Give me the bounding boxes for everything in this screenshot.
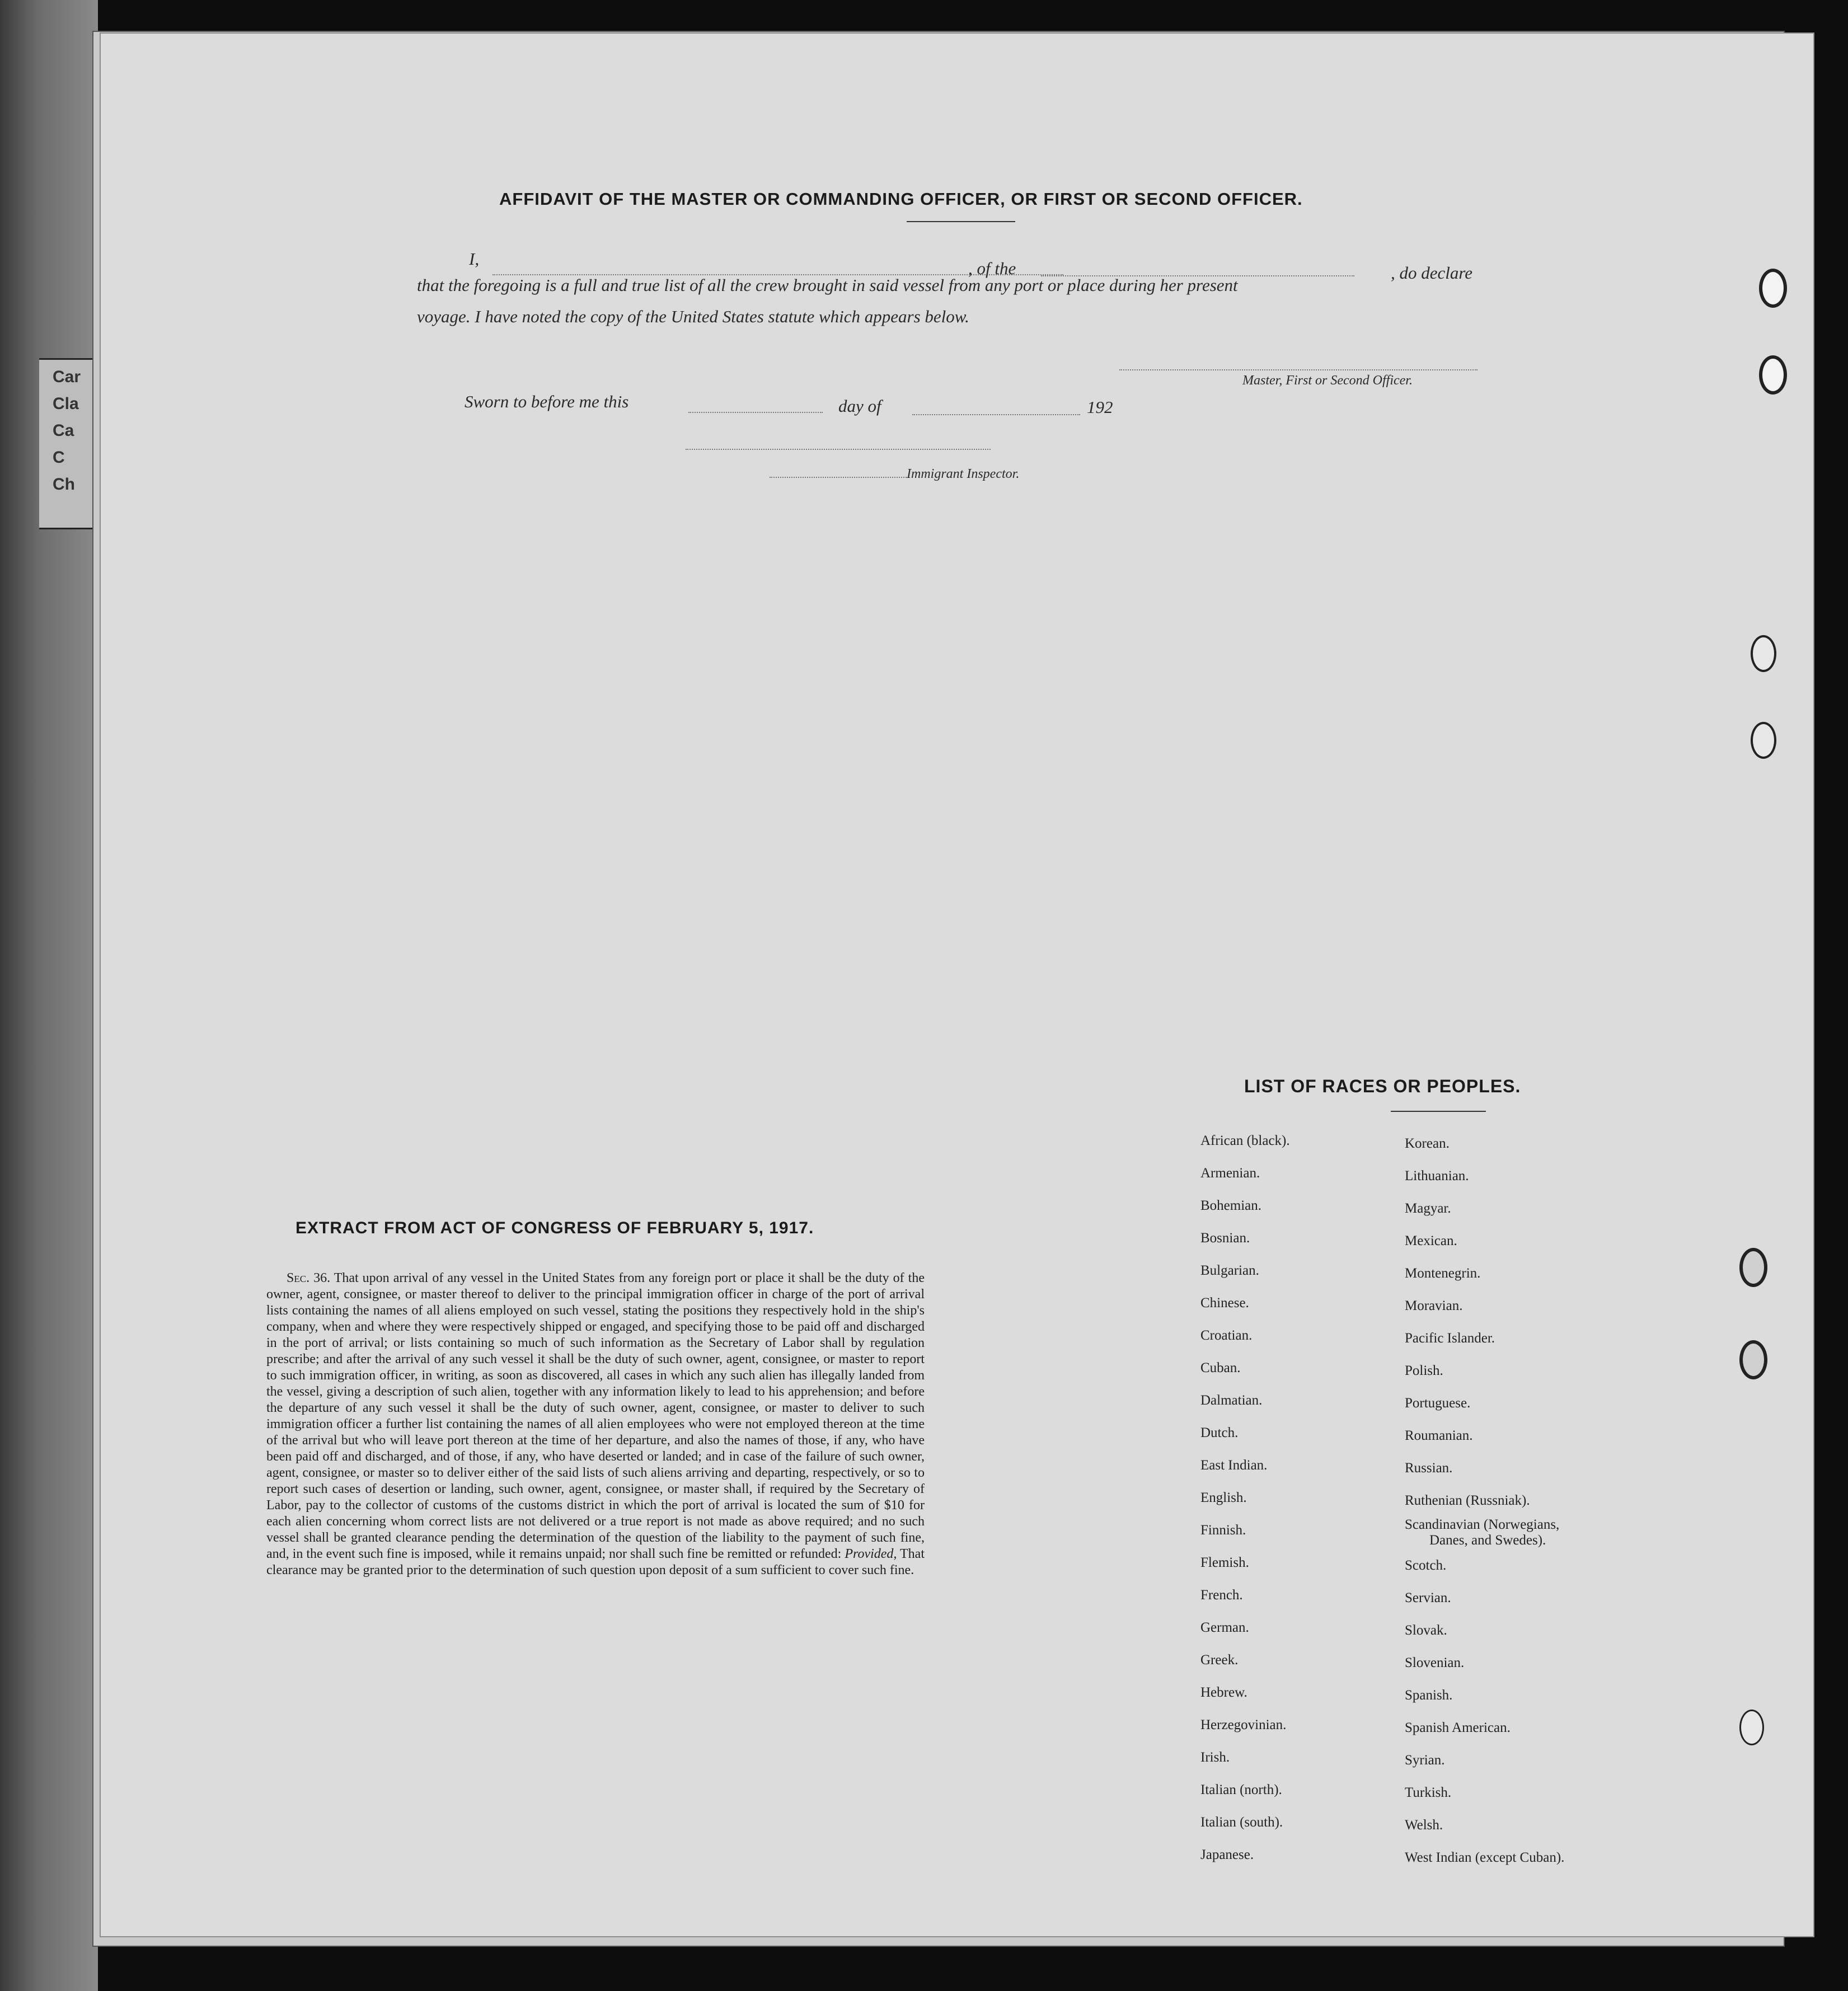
race-item-line: Scandinavian (Norwegians, [1405,1517,1560,1532]
document-page [101,34,1813,1936]
section-label: Sec. 36. [287,1271,331,1285]
extract-title: EXTRACT FROM ACT OF CONGRESS OF FEBRUARY 5, 1917. [296,1219,814,1237]
race-item: Dutch. [1200,1425,1239,1440]
race-item: Finnish. [1200,1523,1246,1538]
side-card-line: Cla [53,395,79,413]
sworn-day-field[interactable] [688,412,823,413]
race-item: Turkish. [1405,1785,1452,1800]
race-item: Greek. [1200,1652,1239,1668]
sworn-month-field[interactable] [912,414,1080,415]
race-item: Slovak. [1405,1623,1447,1638]
affidavit-line-3: voyage. I have noted the copy of the United States statute which appears below. [417,307,969,326]
race-item: Croatian. [1200,1328,1253,1343]
of-the-label: , of the [968,259,1016,278]
inspector-signature-field[interactable] [686,449,991,450]
race-item: West Indian (except Cuban). [1405,1850,1565,1865]
day-of-label: day of [838,396,881,416]
race-item: Lithuanian. [1405,1168,1469,1184]
race-item: Servian. [1405,1590,1451,1605]
punch-hole-icon [1751,722,1776,759]
year-prefix: 192 [1087,397,1113,417]
sworn-label: Sworn to before me this [465,392,629,411]
race-item: Welsh. [1405,1818,1443,1833]
punch-hole-icon [1759,269,1787,308]
side-card-line: C [53,448,65,467]
side-card-line: Car [53,368,81,386]
races-title: LIST OF RACES OR PEOPLES. [1244,1076,1521,1096]
races-list-left [1200,1125,1290,1871]
race-item: Slovenian. [1405,1655,1465,1670]
punch-hole-icon [1751,635,1776,672]
signature-label: Master, First or Second Officer. [1242,373,1413,388]
race-item: Polish. [1405,1363,1443,1378]
race-item: Spanish. [1405,1688,1453,1703]
race-item: Hebrew. [1200,1685,1247,1700]
race-item: Dalmatian. [1200,1393,1263,1408]
extract-text: That upon arrival of any vessel in the United States from any foreign port or place it shall be the duty of the owner, agent, consignee, or master thereof to deliver to the principal immigration officer in charge of the port of arrival lists containing the names of all aliens employed on such vessel, stating the positions they respectively hold in the ship's company, when and where they were respectively shipped or engaged, and specifying those to be paid off and discharged in the port of arrival; or lists containing so much of such information as the Secretary of Labor shall by regulation prescribe; and after the arrival of any such vessel it shall be the duty of such owner, agent, consignee, or master to report to such immigration officer, in writing, as soon as discovered, all cases in which any such alien has illegally landed from the vessel, giving a description of such alien, together with any information likely to lead to his apprehension; and before the departure of any such vessel it shall be the duty of such owner, agent, consignee, or master to deliver to such immigration officer a further list containing the names of all alien employees who were not employed thereon at the time of the arrival but who will leave port thereon at the time of her departure, and also the names of those, if any, who have been paid off and discharged, and of those, if any, who have deserted or landed; and in case of the failure of such owner, agent, consignee, or master so to deliver either of the said lists of such aliens arriving and departing, respectively, or so to report such cases of desertion or landing, such owner, agent, consignee, or master shall, if required by the Secretary of Labor, pay to the collector of customs of the customs district in which the port of arrival is located the sum of $10 for each alien concerning whom correct lists are not delivered or a true report is not made as above required; and no such vessel shall be granted clearance pending the determination of the question of the liability to the payment of such fine, and, in the event such fine is imposed, while it remains unpaid; nor shall such fine be remitted or refunded: [266,1271,925,1561]
side-card-line: Ca [53,421,74,440]
race-item: Syrian. [1405,1753,1445,1768]
extract-body [266,1270,925,1579]
inspector-line [770,477,907,478]
inspector-label: Immigrant Inspector. [907,467,1020,481]
punch-hole-icon [1759,355,1787,395]
race-item: Moravian. [1405,1298,1463,1313]
scanner-left-margin [0,0,98,1991]
race-item: German. [1200,1620,1249,1635]
race-item: Magyar. [1405,1201,1451,1216]
race-item: Mexican. [1405,1233,1457,1248]
race-item: Italian (north). [1200,1782,1282,1797]
race-item: Pacific Islander. [1405,1331,1495,1346]
affiant-prefix: I, [469,249,480,269]
race-item: Chinese. [1200,1295,1249,1311]
race-item: Bohemian. [1200,1198,1262,1213]
affidavit-title: AFFIDAVIT OF THE MASTER OR COMMANDING OFFICER, OR FIRST OR SECOND OFFICER. [499,189,1303,209]
race-item: Flemish. [1200,1555,1249,1570]
punch-hole-icon [1739,1248,1767,1287]
title-underline [907,221,1015,222]
race-item: English. [1200,1490,1247,1505]
extract-text-end: That clearance may be granted prior to the determination of such question upon deposit of a sum sufficient to cover such fine. [266,1547,925,1577]
race-item [1405,1517,1564,1549]
declare-label: , do declare [1391,263,1473,283]
race-item: Bulgarian. [1200,1263,1259,1278]
race-item: Korean. [1405,1136,1450,1151]
race-item: Portuguese. [1405,1396,1471,1411]
races-list-right [1405,1128,1564,1874]
race-item-line: Danes, and Swedes). [1429,1533,1546,1548]
race-item: Russian. [1405,1461,1453,1476]
race-item: Roumanian. [1405,1428,1473,1443]
provided-label: Provided, [845,1547,897,1561]
race-item: Armenian. [1200,1166,1260,1181]
race-item: Japanese. [1200,1847,1254,1862]
race-item: French. [1200,1588,1243,1603]
affidavit-line-2: that the foregoing is a full and true list of all the crew brought in said vessel from any port or place during her present [417,275,1238,295]
signature-field[interactable] [1119,369,1478,370]
race-item: Scotch. [1405,1558,1447,1573]
race-item: Irish. [1200,1750,1230,1765]
race-item: Herzegovinian. [1200,1717,1287,1732]
side-card-line: Ch [53,475,75,494]
punch-hole-icon [1739,1710,1764,1745]
races-title-underline [1391,1111,1486,1112]
race-item: Cuban. [1200,1360,1241,1375]
race-item: Bosnian. [1200,1231,1250,1246]
punch-hole-icon [1739,1340,1767,1379]
race-item: African (black). [1200,1133,1290,1148]
race-item: East Indian. [1200,1458,1268,1473]
race-item: Ruthenian (Russniak). [1405,1493,1530,1508]
race-item: Spanish American. [1405,1720,1511,1735]
race-item: Italian (south). [1200,1815,1283,1830]
race-item: Montenegrin. [1405,1266,1481,1281]
